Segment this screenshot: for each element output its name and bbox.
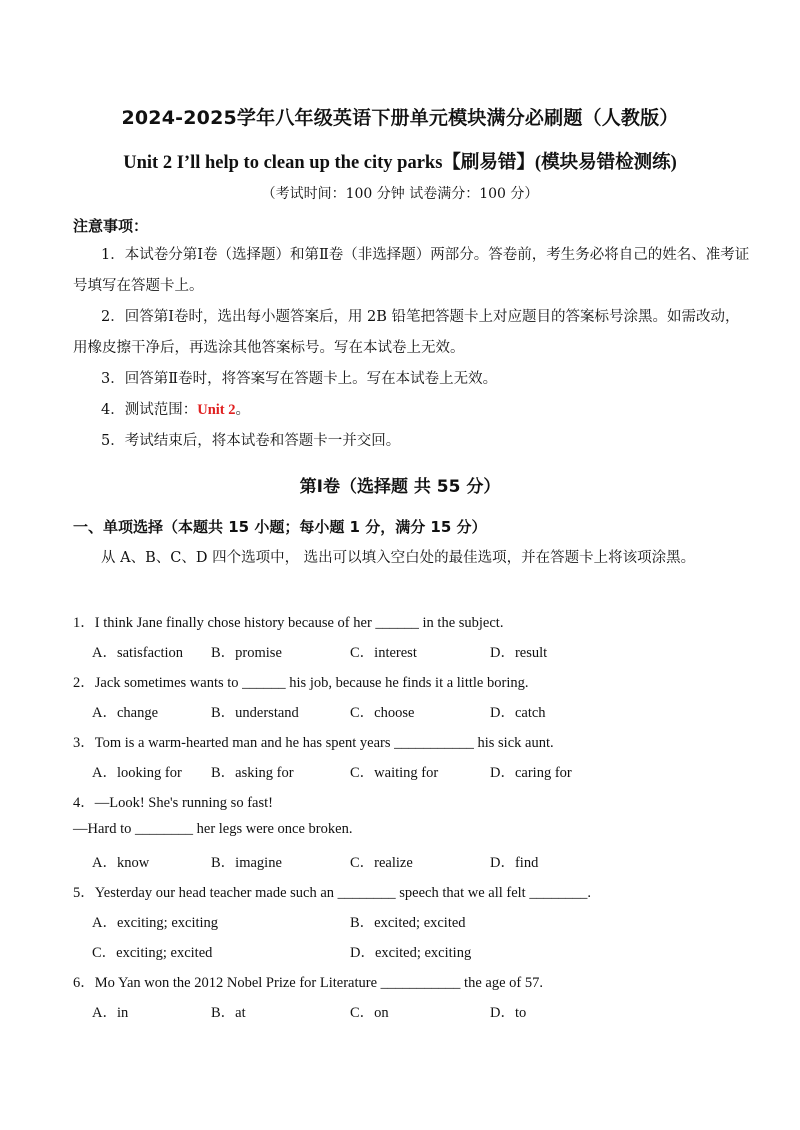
note-item-5: 5．考试结束后，将本试卷和答题卡一并交回。 xyxy=(101,433,401,449)
question-4-option-a[interactable]: A．know xyxy=(92,855,150,871)
note-scope-value: Unit 2 xyxy=(197,402,236,418)
section1-instructions: 从 A、B、C、D 四个选项中， 选出可以填入空白处的最佳选项，并在答题卡上将该项涂黑。 xyxy=(101,550,696,566)
question-4-stem: 4．—Look! She's running so fast! xyxy=(73,795,273,811)
part1-heading: 第Ⅰ卷（选择题 共 55 分） xyxy=(299,477,501,497)
notes-heading: 注意事项： xyxy=(73,217,149,235)
question-1-stem: 1．I think Jane finally chose history because of her ______ in the subject. xyxy=(73,615,504,631)
question-1-option-d[interactable]: D．result xyxy=(490,645,548,661)
note-scope-prefix: 4．测试范围： xyxy=(101,402,198,418)
question-6-option-b[interactable]: B．at xyxy=(211,1005,246,1021)
page-subtitle: Unit 2 I’ll help to clean up the city parks【刷易错】(模块易错检测练) xyxy=(123,153,677,173)
question-5-option-b[interactable]: B．excited; excited xyxy=(350,915,466,931)
note-item-3: 3．回答第Ⅱ卷时，将答案写在答题卡上。写在本试卷上无效。 xyxy=(101,371,498,387)
question-6-option-a[interactable]: A．in xyxy=(92,1005,129,1021)
question-1-option-b[interactable]: B．promise xyxy=(211,645,282,661)
question-4-option-b[interactable]: B．imagine xyxy=(211,855,282,871)
question-3-option-c[interactable]: C．waiting for xyxy=(350,765,439,781)
question-5-stem: 5．Yesterday our head teacher made such an ________ speech that we all felt ________. xyxy=(73,885,591,901)
question-2-option-c[interactable]: C．choose xyxy=(350,705,415,721)
note-item-4 xyxy=(73,395,753,426)
question-4-stem-2: —Hard to ________ her legs were once broken. xyxy=(73,821,353,837)
question-6-option-d[interactable]: D．to xyxy=(490,1005,527,1021)
question-2-option-d[interactable]: D．catch xyxy=(490,705,546,721)
question-3-option-b[interactable]: B．asking for xyxy=(211,765,294,781)
section1-heading: 一、单项选择（本题共 15 小题；每小题 1 分，满分 15 分） xyxy=(73,518,487,536)
question-4-option-c[interactable]: C．realize xyxy=(350,855,413,871)
question-1-option-c[interactable]: C．interest xyxy=(350,645,417,661)
exam-info: （考试时间：100 分钟 试卷满分：100 分） xyxy=(261,186,539,202)
note-scope-suffix: 。 xyxy=(235,402,251,418)
question-1-option-a[interactable]: A．satisfaction xyxy=(92,645,184,661)
question-2-option-a[interactable]: A．change xyxy=(92,705,159,721)
question-4-option-d[interactable]: D．find xyxy=(490,855,539,871)
page-title: 2024-2025学年八年级英语下册单元模块满分必刷题（人教版） xyxy=(121,107,679,129)
question-2-option-b[interactable]: B．understand xyxy=(211,705,299,721)
question-3-stem: 3．Tom is a warm-hearted man and he has spent years ___________ his sick aunt. xyxy=(73,735,554,751)
note-item-2: 2．回答第Ⅰ卷时，选出每小题答案后，用 2B 铅笔把答题卡上对应题目的答案标号涂黑。如需改动，用橡皮擦干净后，再选涂其他答案标号。写在本试卷上无效。 xyxy=(73,309,740,356)
question-3-option-d[interactable]: D．caring for xyxy=(490,765,572,781)
question-2-stem: 2．Jack sometimes wants to ______ his job, because he finds it a little boring. xyxy=(73,675,529,691)
question-6-stem: 6．Mo Yan won the 2012 Nobel Prize for Literature ___________ the age of 57. xyxy=(73,975,543,991)
question-3-option-a[interactable]: A．looking for xyxy=(92,765,182,781)
question-5-option-a[interactable]: A．exciting; exciting xyxy=(92,915,219,931)
question-5-option-d[interactable]: D．excited; exciting xyxy=(350,945,472,961)
question-5-option-c[interactable]: C．exciting; excited xyxy=(92,945,213,961)
question-6-option-c[interactable]: C．on xyxy=(350,1005,389,1021)
note-item-1: 1．本试卷分第Ⅰ卷（选择题）和第Ⅱ卷（非选择题）两部分。答卷前，考生务必将自己的姓名、准考证号填写在答题卡上。 xyxy=(73,247,750,294)
